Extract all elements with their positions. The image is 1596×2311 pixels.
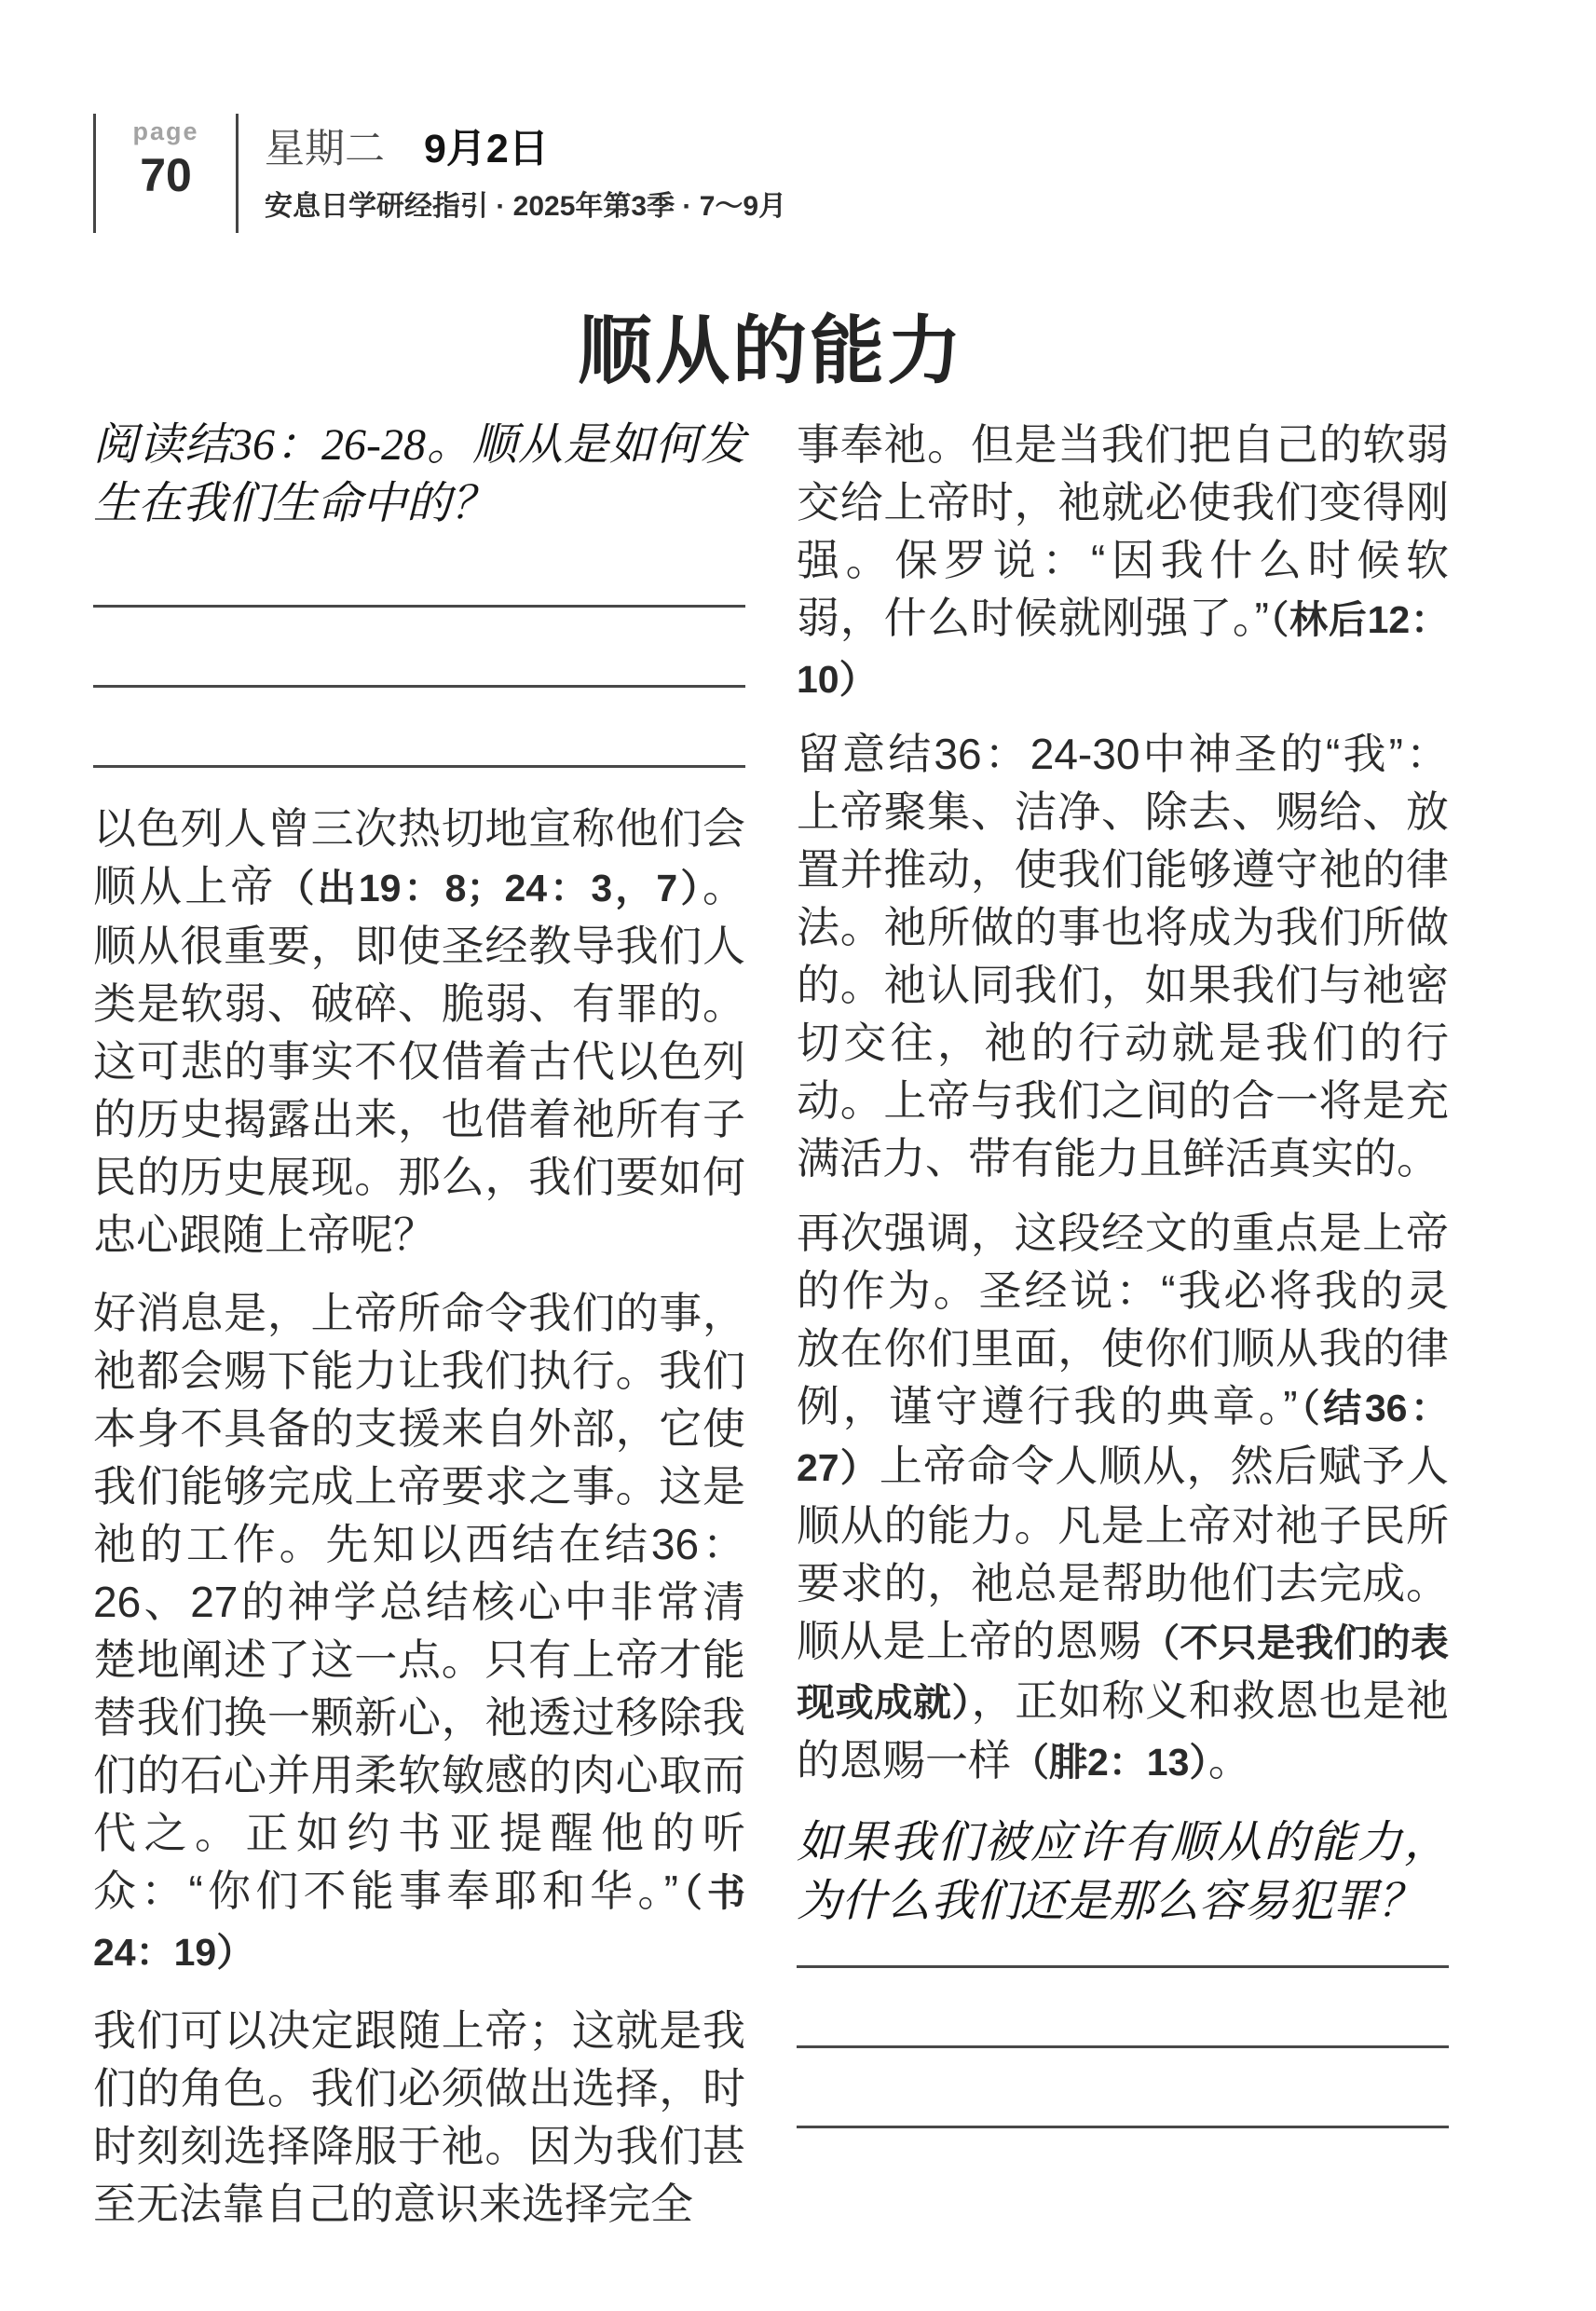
paragraph [797,416,1449,708]
answer-line [93,688,745,768]
answer-line [797,1931,1449,1968]
answer-line [797,2048,1449,2128]
paragraph-text: 事奉祂。但是当我们把自己的软弱交给上帝时，祂就必使我们变得刚强。保罗说：“因我什么时候软弱，什么时候就刚强了。” [797,420,1449,642]
bible-reference: （腓2：13） [1011,1741,1208,1784]
page-header [93,114,786,233]
paragraph-text: 留意结36：24-30中神圣的“我”：上帝聚集、洁净、除去、赐给、放置并推动，使我们能够遵守祂的律法。祂所做的事也将成为我们所做的。祂认同我们，如果我们与祂密切交往，祂的行动就是我们的行动。上帝与我们之间的合一将是充满活力、带有能力且鲜活真实的。 [797,730,1449,1183]
paragraph-text: 。 [1207,1736,1251,1785]
bible-reference: （结36：27） [797,1387,1449,1489]
weekday-label: 星期二 [265,127,385,171]
answer-line [93,533,745,608]
paragraph-text: 上帝命令人顺从，然后赋予人顺从的能力。凡是上帝对祂子民所要求的，祂总是帮助他们去完成。顺从是上帝的恩赐 [797,1442,1450,1665]
paragraph [93,800,745,1264]
paragraph-text: 好消息是，上帝所命令我们的事，祂都会赐下能力让我们执行。我们本身不具备的支援来自外部，它使我们能够完成上帝要求之事。这是祂的工作。先知以西结在结36：26、27的神学总结核心中非常清楚地阐述了这一点。只有上帝才能替我们换一颗新心，祂透过移除我们的石心并用柔软敏感的肉心取而代之。正如约书亚提醒他的听众：“你们不能事奉耶和华。” [93,1289,745,1915]
header-text-block [239,114,786,233]
header-day-line [265,117,786,174]
edition-subtitle: 安息日学研经指引 · 2025年第3季 · 7～9月 [265,191,787,222]
bible-reference: （出19：8；24：3，7） [276,867,703,909]
paragraph [797,1204,1449,1791]
page-number-block [96,114,236,233]
paragraph [797,725,1449,1187]
answer-lines-block [797,1931,1449,2128]
bible-reference: （林后12：10） [797,598,1449,701]
reflection-question: 如果我们被应许有顺从的能力，为什么我们还是那么容易犯罪？ [797,1818,1449,1926]
paragraph-text: ，正如称义和救恩也是祂的恩赐一样 [797,1676,1450,1785]
bible-reference: （书24：19） [93,1871,745,1974]
lesson-title: 顺从的能力 [578,311,964,393]
paragraph-text: 我们可以决定跟随上帝；这就是我们的角色。我们必须做出选择，时时刻刻选择降服于祂。因为我们甚至无法靠自己的意识来选择完全 [93,2006,745,2228]
paragraph-text: 以色列人曾三次热切地宣称他们会顺从上帝 [93,804,745,910]
bible-reference: （不只是我们的表现或成就） [797,1621,1450,1724]
study-question: 阅读结36：26-28。顺从是如何发生在我们生命中的？ [93,420,745,528]
paragraph-text: 再次强调，这段经文的重点是上帝的作为。圣经说：“我必将我的灵放在你们里面，使你们顺从我的律例，谨守遵行我的典章。” [797,1209,1449,1430]
date-label: 9月2日 [424,127,549,171]
answer-lines-block [93,533,745,768]
right-column [797,416,1449,2128]
page-label: page [132,117,199,145]
answer-line [797,1968,1449,2048]
answer-line [93,608,745,688]
left-column [93,416,745,2233]
paragraph [93,2002,745,2233]
page-number: 70 [140,149,192,201]
paragraph [93,1284,745,1981]
paragraph-text: 。顺从很重要，即使圣经教导我们人类是软弱、破碎、脆弱、有罪的。这可悲的事实不仅借着古代以色列的历史揭露出来，也借着祂所有子民的历史展现。那么，我们要如何忠心跟随上帝呢？ [93,862,746,1259]
